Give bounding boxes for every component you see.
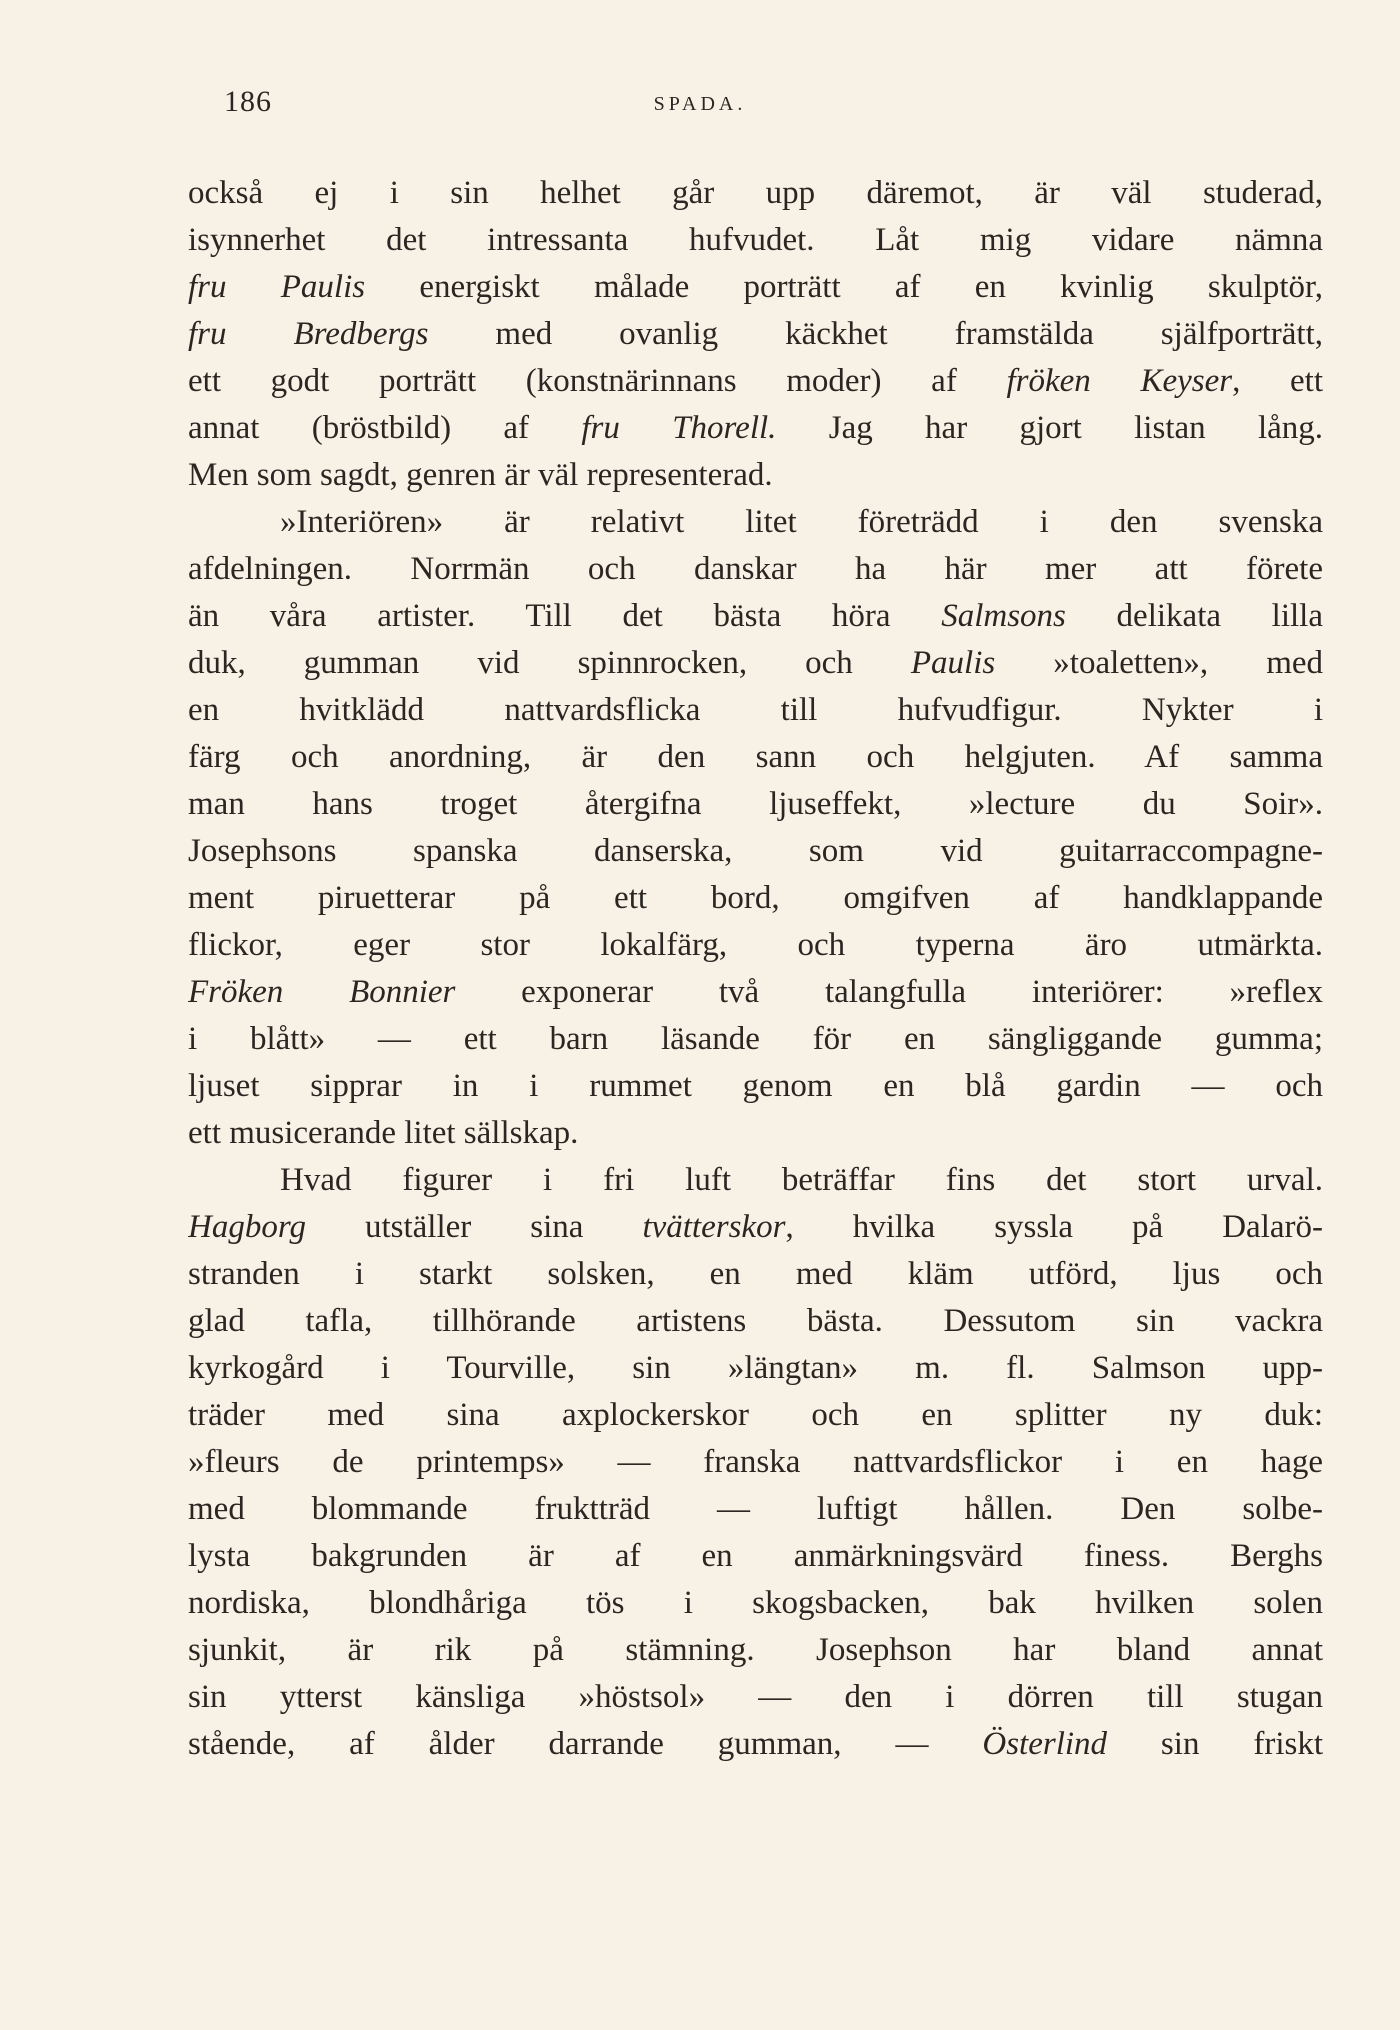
- text-line: [188, 687, 1323, 734]
- text-segment: »Interiören» är relativt litet företrädd i den svenska: [280, 504, 1323, 540]
- text-line: [188, 1580, 1323, 1627]
- italic-name: Hagborg: [188, 1209, 306, 1245]
- text-line: [188, 640, 1323, 687]
- text-line: [188, 1392, 1323, 1439]
- text-line: [188, 1627, 1323, 1674]
- text-line: [188, 1157, 1323, 1204]
- text-line: [188, 1486, 1323, 1533]
- page-number: 186: [224, 85, 272, 118]
- text-line: [188, 1110, 1323, 1157]
- text-line: [188, 922, 1323, 969]
- text-line: [188, 734, 1323, 781]
- text-segment: afdelningen. Norrmän och danskar ha här mer att förete: [188, 551, 1323, 587]
- text-segment: sin ytterst känsliga »höstsol» — den i dörren till stugan: [188, 1679, 1323, 1715]
- text-segment: Hvad figurer i fri luft beträffar fins det stort urval.: [280, 1162, 1323, 1198]
- text-line: [188, 875, 1323, 922]
- text-line: [188, 593, 1323, 640]
- text-segment: exponerar två talangfulla interiörer: »reflex: [455, 974, 1323, 1010]
- text-line: [188, 781, 1323, 828]
- text-line: [188, 1439, 1323, 1486]
- text-segment: isynnerhet det intressanta hufvudet. Låt mig vidare nämna: [188, 222, 1323, 258]
- text-line: [188, 405, 1323, 452]
- text-line: [188, 1533, 1323, 1580]
- text-line: [188, 358, 1323, 405]
- text-line: [188, 1016, 1323, 1063]
- text-segment: i blått» — ett barn läsande för en sängliggande gumma;: [188, 1021, 1323, 1057]
- text-line: [188, 170, 1323, 217]
- text-line: [188, 311, 1323, 358]
- italic-name: fru Bredbergs: [188, 316, 429, 352]
- text-segment: träder med sina axplockerskor och en splitter ny duk:: [188, 1397, 1323, 1433]
- text-segment: ment piruetterar på ett bord, omgifven af handklappande: [188, 880, 1323, 916]
- text-line: [188, 1674, 1323, 1721]
- italic-name: fröken Keyser: [1006, 363, 1233, 399]
- text-segment: annat (bröstbild) af: [188, 410, 582, 446]
- text-line: [188, 499, 1323, 546]
- italic-name: Paulis: [910, 645, 996, 681]
- text-line: [188, 1204, 1323, 1251]
- text-segment: duk, gumman vid spinnrocken, och: [188, 645, 911, 681]
- text-segment: glad tafla, tillhörande artistens bästa. Dessutom sin vackra: [188, 1303, 1323, 1339]
- text-line: [188, 828, 1323, 875]
- text-segment: kyrkogård i Tourville, sin »längtan» m. fl. Salmson upp-: [188, 1350, 1323, 1386]
- text-line: [188, 546, 1323, 593]
- text-segment: nordiska, blondhåriga tös i skogsbacken, bak hvilken solen: [188, 1585, 1323, 1621]
- text-segment: ljuset sipprar in i rummet genom en blå gardin — och: [188, 1068, 1323, 1104]
- text-line: [188, 1298, 1323, 1345]
- italic-name: Österlind: [982, 1726, 1108, 1762]
- body-text: [188, 170, 1323, 1768]
- text-segment: med ovanlig käckhet framstälda själfporträtt,: [428, 316, 1323, 352]
- text-segment: än våra artister. Till det bästa höra: [188, 598, 942, 634]
- text-line: [188, 1345, 1323, 1392]
- text-segment: »toaletten», med: [995, 645, 1323, 681]
- italic-name: fru Paulis: [188, 269, 366, 305]
- text-segment: »fleurs de printemps» — franska nattvardsflickor i en hage: [188, 1444, 1323, 1480]
- text-segment: sjunkit, är rik på stämning. Josephson har bland annat: [188, 1632, 1323, 1668]
- text-segment: man hans troget återgifna ljuseffekt, »lecture du Soir».: [188, 786, 1323, 822]
- text-segment: ett godt porträtt (konstnärinnans moder) af: [188, 363, 1007, 399]
- italic-name: Fröken Bonnier: [188, 974, 456, 1010]
- text-line: [188, 452, 1323, 499]
- italic-name: tvätterskor: [642, 1209, 786, 1245]
- text-segment: energiskt målade porträtt af en kvinlig skulptör,: [365, 269, 1323, 305]
- text-segment: också ej i sin helhet går upp däremot, är väl studerad,: [188, 175, 1323, 211]
- text-segment: sin friskt: [1107, 1726, 1323, 1762]
- running-title: SPADA.: [653, 93, 747, 115]
- italic-name: fru Thorell.: [581, 410, 777, 446]
- text-segment: utställer sina: [305, 1209, 643, 1245]
- text-segment: lysta bakgrunden är af en anmärkningsvärd finess. Berghs: [188, 1538, 1323, 1574]
- text-line: [188, 969, 1323, 1016]
- text-segment: delikata lilla: [1065, 598, 1323, 634]
- page-header: [0, 85, 1400, 125]
- text-segment: ett musicerande litet sällskap.: [188, 1115, 579, 1151]
- text-segment: , hvilka syssla på Dalarö-: [785, 1209, 1323, 1245]
- text-segment: , ett: [1232, 363, 1323, 399]
- text-line: [188, 264, 1323, 311]
- text-segment: stranden i starkt solsken, en med kläm utförd, ljus och: [188, 1256, 1323, 1292]
- text-segment: Men som sagdt, genren är väl representerad.: [188, 457, 773, 493]
- text-segment: flickor, eger stor lokalfärg, och typerna äro utmärkta.: [188, 927, 1323, 963]
- text-line: [188, 1063, 1323, 1110]
- italic-name: Salmsons: [941, 598, 1066, 634]
- text-line: [188, 1251, 1323, 1298]
- text-segment: stående, af ålder darrande gumman, —: [188, 1726, 983, 1762]
- text-segment: Jag har gjort listan lång.: [776, 410, 1323, 446]
- text-line: [188, 1721, 1323, 1768]
- text-segment: Josephsons spanska danserska, som vid guitarraccompagne-: [188, 833, 1323, 869]
- text-segment: en hvitklädd nattvardsflicka till hufvudfigur. Nykter i: [188, 692, 1323, 728]
- text-segment: färg och anordning, är den sann och helgjuten. Af samma: [188, 739, 1323, 775]
- text-line: [188, 217, 1323, 264]
- text-segment: med blommande fruktträd — luftigt hållen. Den solbe-: [188, 1491, 1323, 1527]
